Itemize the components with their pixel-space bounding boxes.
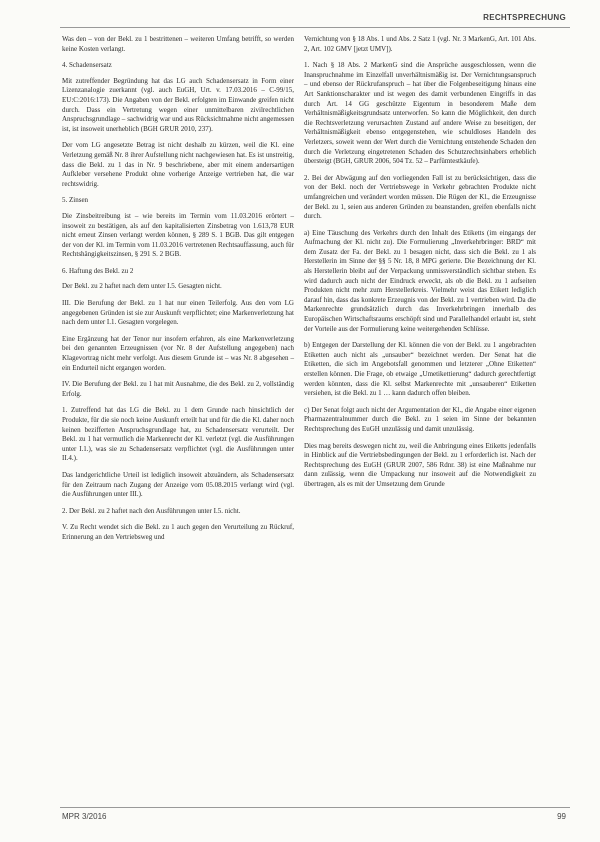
section-heading: 4. Schadensersatz bbox=[62, 61, 112, 70]
paragraph: Der Bekl. zu 2 haftet nach dem unter I.5. Gesagten nicht. bbox=[62, 282, 222, 291]
page-number: 99 bbox=[557, 812, 566, 821]
paragraph: b) Entgegen der Darstellung der Kl. können die von der Bekl. zu 1 angebrachten Etiketten auch nicht als „unsauber“ bezeichnet werden. Der Senat hat die Etiketten, die sich im Angebotsfall genommen und letzterer „Ohne Etiketten“ erstellen können. Die Frage, ob etwaige „Umetikettierung“ dadurch gerechtfertigt werden könnten, dass die Kl. selbst Markenrechte mit „unsauberen“ Etiketten versiehen, ist die Bekl. zu 1 … kann dadurch offen bleiben. bbox=[304, 341, 536, 398]
paragraph: Das landgerichtliche Urteil ist lediglich insoweit abzuändern, als Schadensersatz für den Zeitraum nach Zugang der Anzeige vom 05.08.2015 verlangt wird (vgl. die Ausführungen unter III.). bbox=[62, 470, 294, 499]
paragraph: 2. Bei der Abwägung auf den vorliegenden Fall ist zu berücksichtigen, dass die von der Bekl. noch der Vertriebswege in Verkehr gebrachten Produkte nicht umfangreichen und verändert worden müssen. Die Rügen der Kl., die Erzeugnisse der Bekl. zu 1, seien aus anderen Gründen zu beanstanden, greifen ebenfalls nicht durch. bbox=[304, 173, 536, 221]
paragraph: Vernichtung von § 18 Abs. 1 und Abs. 2 Satz 1 (vgl. Nr. 3 MarkenG, Art. 101 Abs. 2, Art. 102 GMV [jetzt UMV]). bbox=[304, 35, 536, 53]
right-column bbox=[304, 35, 536, 497]
paragraph: 1. Zutreffend hat das LG die Bekl. zu 1 dem Grunde nach hinsichtlich der Produkte, für die sie noch keine Auskunft erteilt hat und für die die Kl. daher noch keinen bezifferten Anspruchsgrundlage hat, zu Schadensersatz verurteilt. Der Bekl. zu 1 hat vermutlich die Markenrecht der Kl. verletzt (vgl. die Ausführungen unter I.1.), was sie zu Schadensersatz verpflichtet (vgl. die Ausführungen unter II.4.). bbox=[62, 406, 294, 463]
left-column bbox=[62, 35, 294, 550]
paragraph: IV. Die Berufung der Bekl. zu 1 hat mit Ausnahme, die des Bekl. zu 2, vollständig Erfolg. bbox=[62, 380, 294, 398]
paragraph: Die Zinsbeitreibung ist – wie bereits im Termin vom 11.03.2016 erörtert – insoweit zu bestätigen, als auf den kapitalisierten Zinsbetrag von 1.613,78 EUR nicht erneut Zinsen verlangt werden können, § 289 S. 1 BGB. Das gilt entgegen der von der Kl. im Termin vom 11.03.2016 vertretenen Rechtsauffassung, auch für Rechtshängigkeitszinsen, § 291 S. 2 BGB. bbox=[62, 211, 294, 259]
journal-issue: MPR 3/2016 bbox=[62, 812, 107, 821]
paragraph: Dies mag bereits deswegen nicht zu, weil die Anbringung eines Etiketts jedenfalls in Hinblick auf die Vertriebsbedingungen der Bekl. zu 1 erforderlich ist. Nach der Rechtsprechung des EuGH (GRUR 2007, 586 Rdnr. 38) ist eine Maßnahme nur dann zulässig, wenn die Umpackung nur insoweit auf die Notwendigkeit zu übertragen, als es mit der Umsetzung dem Grunde bbox=[304, 441, 536, 488]
paragraph: 2. Der Bekl. zu 2 haftet nach den Ausführungen unter I.5. nicht. bbox=[62, 506, 241, 515]
section-label: RECHTSPRECHUNG bbox=[483, 13, 566, 22]
paragraph: a) Eine Täuschung des Verkehrs durch den Inhalt des Etiketts (im eingangs der Aufmachung der Kl. nicht zu). Die Formulierung „Inverkehrbringer: BRD“ mit dem Zusatz der Fa. der Bekl. zu 1 besagen nicht, dass sich die Bekl. zu 1 als Herstellerin im Sinne der §§ 5 Nr. 18, 8 MPG gerierte. Die Bezeichnung der Kl. als Herstellerin bleibt auf der Verpackung unmissverständlich sichtbar stehen. Es wird dadurch auch nicht der Eindruck erweckt, als ob die Bekl. zu 1 aufseiten Produkten nicht mehr zum Herstellerkreis. Vielmehr weist das Etikett lediglich darauf hin, dass das konkrete Erzeugnis von der Bekl. zu 1 vertrieben wird. Da die Markenrechte grundsätzlich durch das Inverkehrbringen innerhalb des Europäischen Wirtschaftsraums erschöpft sind und Parallelhandel erlaubt ist, steht der Vorteile aus der Formulierung keine weitergehenden Schlüsse. bbox=[304, 228, 536, 333]
paragraph: III. Die Berufung der Bekl. zu 1 hat nur einen Teilerfolg. Aus den vom LG angegebenen Gründen ist sie zur Auskunft verpflichtet; eine Markenverletzung hat nach dem unter I.1. Gesagten vorgelegen. bbox=[62, 299, 294, 327]
paragraph: V. Zu Recht wendet sich die Bekl. zu 1 auch gegen den Verurteilung zu Rückruf, Erinnerung an den Vertriebsweg und bbox=[62, 523, 294, 541]
header-rule bbox=[60, 27, 570, 28]
paragraph: Was den – von der Bekl. zu 1 bestrittenen – weiteren Umfang betrifft, so werden keine Kosten verlangt. bbox=[62, 35, 294, 53]
footer-rule bbox=[60, 807, 570, 808]
paragraph: Mit zutreffender Begründung hat das LG auch Schadensersatz in Form einer Lizenzanalogie zuerkannt (vgl. auch EuGH, Urt. v. 17.03.2016 – C-99/15, EU:C:2016:173). Die Angaben von der Bekl. erfolgten im Einwande greifen nicht durch. Dass ein Vertretung wegen einer unmittelbaren zivilrechtlichen Anspruchsgrundlage – sachwidrig war und aus Rücksichtnahme nicht angemessen ist, ist insoweit unerheblich (BGH GRUR 2010, 237). bbox=[62, 76, 294, 133]
paragraph: Der vom LG angesetzte Betrag ist nicht deshalb zu kürzen, weil die Kl. eine Verletzung gemäß Nr. 8 ihrer Aufstellung nicht nachgewiesen hat. Es ist unstreitig, dass die Bekl. zu 1 das in Nr. 9 beschriebene, aber mit einem andersartigen Aufkleber versehene Produkt ohne vorherige Anzeige vertrieben hat, die war rechtswidrig. bbox=[62, 141, 294, 188]
section-heading: 6. Haftung des Bekl. zu 2 bbox=[62, 266, 134, 275]
paragraph: c) Der Senat folgt auch nicht der Argumentation der Kl., die Angabe einer eigenen Pharmazentralnummer durch die Bekl. zu 1 seien im Sinne der bekannten Rechtsprechung des EuGH unzulässig und damit unzulässig. bbox=[304, 405, 536, 433]
section-heading: 5. Zinsen bbox=[62, 196, 89, 205]
paragraph: 1. Nach § 18 Abs. 2 MarkenG sind die Ansprüche ausgeschlossen, wenn die Inanspruchnahme im Einzelfall unverhältnismäßig ist. Der Vernichtungsanspruch – und ebenso der Rückrufanspruch – hat über die Folgenbeseitigung hinaus eine Art Sanktionscharakter und ist wegen des damit verbundenen Eingriffs in das durch Art. 14 GG geschützte Eigentum in besonderem Maße dem Verhältnismäßigkeitsgrundsatz unterworfen. So kann die Möglichkeit, den durch die Rechtsverletzung verursachten Zustand auf andere Weise zu beseitigen, der Verhältnismäßigkeit ebenso entgegenstehen, wie schuldloses Handeln des Verletzers, soweit wenn der Wert durch die Vernichtung entstehende Schaden den durch die Verletzung eingetretenen Schaden des Schutzrechtsinhabers erheblich übersteigt (BGH, GRUR 2006, 504 Tz. 52 – Parfümtestkäufe). bbox=[304, 61, 536, 166]
paragraph: Eine Ergänzung hat der Tenor nur insofern erfahren, als eine Markenverletzung bei den genannten Erzeugnissen (vor Nr. 8 der Aufstellung angegeben) nach Klagevortrag nicht mehr verfolgt. Aus diesem Grunde ist – was Nr. 8 abgesehen – ein Endurteil nicht ergangen worden. bbox=[62, 334, 294, 372]
